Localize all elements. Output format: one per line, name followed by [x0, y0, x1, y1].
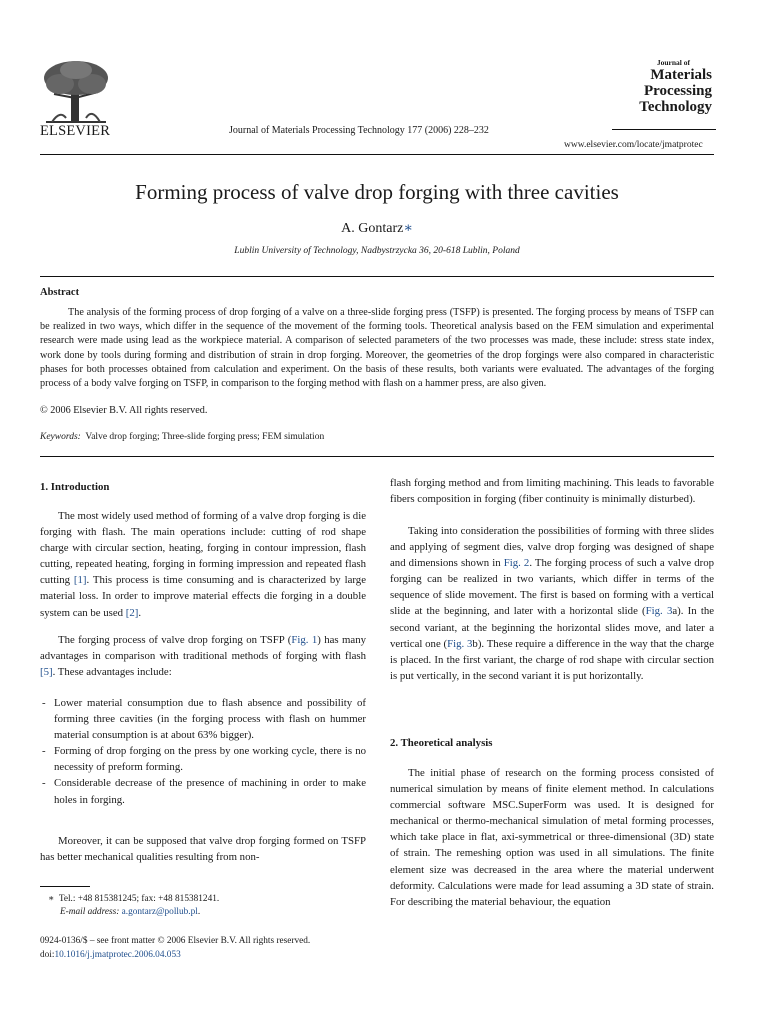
- abstract-text: The analysis of the forming process of drop forging of a valve on a three-slide forging press (TSFP) is presented. The forging process by means of TSFP can be realized in two ways, which differ in the sequence of the movement of the forming tools. Theoretical analysis based on the FEM simulation and experimental research were made using lead as the workpiece material. A comparison of selected parameters of the two processes was made, these include: stress state index, work done by tools during forming and distribution of strain in drop forging. Moreover, the geometries of the drop forgings were also compared in characteristic phases for both processes obtained from calculation and experiment. On the basis of these results, both variants were evaluated. The advantages of the forging process of a body valve forging on TSFP, in comparison to the forging method with flash on a hammer press, are also given.: [40, 307, 714, 390]
- author-footnote-mark[interactable]: ∗: [403, 221, 413, 236]
- list-item: - Considerable decrease of the presence of machining in order to make holes in forging.: [40, 775, 366, 807]
- email-label: E-mail address:: [60, 907, 120, 917]
- intro-continuation-text: flash forging method and from limiting machining. This leads to favorable fibers composition in forging (fiber continuity is minimally disturbed).: [390, 477, 714, 506]
- publisher-name: ELSEVIER: [40, 123, 111, 139]
- intro-p3-text: Moreover, it can be supposed that valve drop forging formed on TSFP has better mechanical qualities resulting from non-: [40, 835, 366, 864]
- journal-brand: [612, 58, 712, 130]
- abstract-divider: [40, 456, 714, 457]
- theory-paragraph-1: [390, 765, 714, 910]
- right-p2-text-a: Taking into consideration the possibilities of forming with three slides and applying of segment dies, valve drop forging was designed of shape and dimensions shown in: [390, 525, 714, 570]
- intro-paragraph-3: [40, 833, 366, 865]
- intro-paragraph-2: [40, 632, 366, 680]
- front-matter: [40, 935, 310, 962]
- doi-link[interactable]: 10.1016/j.jmatprotec.2006.04.053: [54, 949, 181, 960]
- author-footnote: [48, 893, 219, 919]
- intro-p2-text-a: The forging process of valve drop forging on TSFP (: [58, 634, 292, 646]
- issn-line: 0924-0136/$ – see front matter © 2006 Elsevier B.V. All rights reserved.: [40, 936, 311, 946]
- intro-p2-text-b: ) has many advantages in comparison with traditional methods of forging with flash: [40, 634, 367, 663]
- intro-p2-text-c: . These advantages include:: [52, 666, 172, 679]
- abstract-copyright: © 2006 Elsevier B.V. All rights reserved.: [40, 405, 208, 416]
- journal-brand-rule: [612, 129, 716, 130]
- journal-url[interactable]: www.elsevier.com/locate/jmatprotec: [564, 140, 703, 150]
- doi-label: doi:: [40, 949, 55, 960]
- intro-p1-text-b: . This process is time consuming and is characterized by large material loss. In order to improve material effects die forging in a double system can be used: [40, 574, 366, 619]
- figure-link-fig2[interactable]: Fig. 2: [503, 557, 530, 570]
- journal-brand-of: Journal of: [656, 58, 690, 67]
- figure-link-fig1[interactable]: Fig. 1: [291, 634, 318, 646]
- email-link[interactable]: a.gontarz@pollub.pl: [121, 907, 198, 917]
- elsevier-tree-logo: [40, 58, 112, 128]
- footnote-contact-line: [48, 893, 219, 906]
- figure-link-fig3b[interactable]: Fig. 3: [447, 637, 473, 650]
- footnote-email-line: [48, 906, 219, 919]
- intro-paragraph-4: [390, 523, 714, 684]
- intro-paragraph-1: [40, 508, 366, 621]
- theory-p1-text: The initial phase of research on the forming process consisted of numerical simulation by means of finite element method. In calculations commercial software MSC.SuperForm was used. It is designed for mechanical or thermo-mechanical simulation of metal forming processes, which take place in flat, axi-symmetrical or three-dimensional (3D) state of strain. The remeshing option was used in all simulations. The finite element size was decreased in the area where the material underwent deformity. Calculations were made for lead assuming a 3D state of strain. For describing the material behaviour, the equation: [390, 767, 714, 908]
- header-divider: [40, 154, 714, 155]
- title-divider: [40, 276, 714, 277]
- email-end: .: [197, 907, 201, 917]
- right-p2-text-b: . The forging process of such a valve drop forging can be realized in two variants, which differ in terms of the sequence of slide movement. The first is based on forming with a vertical slide at the beginning, and later with a horizontal slide (: [390, 557, 715, 618]
- keywords-line: [40, 432, 324, 442]
- keywords-list: Valve drop forging; Three-slide forging press; FEM simulation: [85, 432, 325, 442]
- intro-continuation: [390, 475, 714, 507]
- list-item: - Forming of drop forging on the press by one working cycle, there is no necessity of preform forming.: [40, 743, 366, 775]
- author-line: [40, 220, 714, 237]
- keywords-label: Keywords:: [40, 432, 81, 442]
- right-p2-text-d: b). These require a difference in the way that the charge is placed. In the first variant, the charge of rod shape with circular section is put vertically, in the second variant it is put horizontally.: [390, 637, 714, 682]
- section-heading-introduction: 1. Introduction: [40, 481, 110, 493]
- section-heading-theoretical-analysis: 2. Theoretical analysis: [390, 737, 493, 749]
- journal-brand-line-1: Materials: [650, 67, 712, 83]
- doi-line: [40, 949, 310, 963]
- citation-link-5[interactable]: [5]: [40, 666, 53, 679]
- footnote-tel: Tel.: +48 815381245; fax: +48 815381241.: [58, 894, 220, 904]
- author-name: A. Gontarz: [341, 221, 404, 236]
- journal-citation: Journal of Materials Processing Technology 177 (2006) 228–232: [229, 125, 489, 136]
- abstract-heading: Abstract: [40, 287, 80, 298]
- right-p2-text-c: a). In the second variant, at the beginning the horizontal slides move, and later a vertical one (: [390, 605, 715, 650]
- list-item: - Lower material consumption due to flash absence and possibility of forming three cavities (in the forging process with flash on hummer material consumption is at about 63% bigger).: [40, 695, 366, 743]
- intro-p1-text-a: The most widely used method of forming of a valve drop forging is die forging with flash. The main operations include: cutting of rod shape charge with circular section, heating, forging in contour impression, flash cutting, repeated heating, forging in forming impression and repeated flash cutting: [40, 510, 366, 587]
- advantages-list: [40, 695, 366, 808]
- author-affiliation: Lublin University of Technology, Nadbystrzycka 36, 20-618 Lublin, Poland: [234, 246, 520, 256]
- footnote-divider: [40, 886, 90, 887]
- journal-brand-line-3: Technology: [639, 99, 712, 115]
- citation-link-1[interactable]: [1]: [73, 574, 87, 587]
- article-title: Forming process of valve drop forging with three cavities: [135, 180, 619, 204]
- footnote-mark: ∗: [48, 894, 55, 904]
- intro-p1-text-c: .: [138, 606, 142, 619]
- figure-link-fig3a[interactable]: Fig. 3: [645, 605, 673, 618]
- citation-link-2[interactable]: [2]: [125, 606, 139, 619]
- journal-brand-line-2: Processing: [643, 83, 712, 99]
